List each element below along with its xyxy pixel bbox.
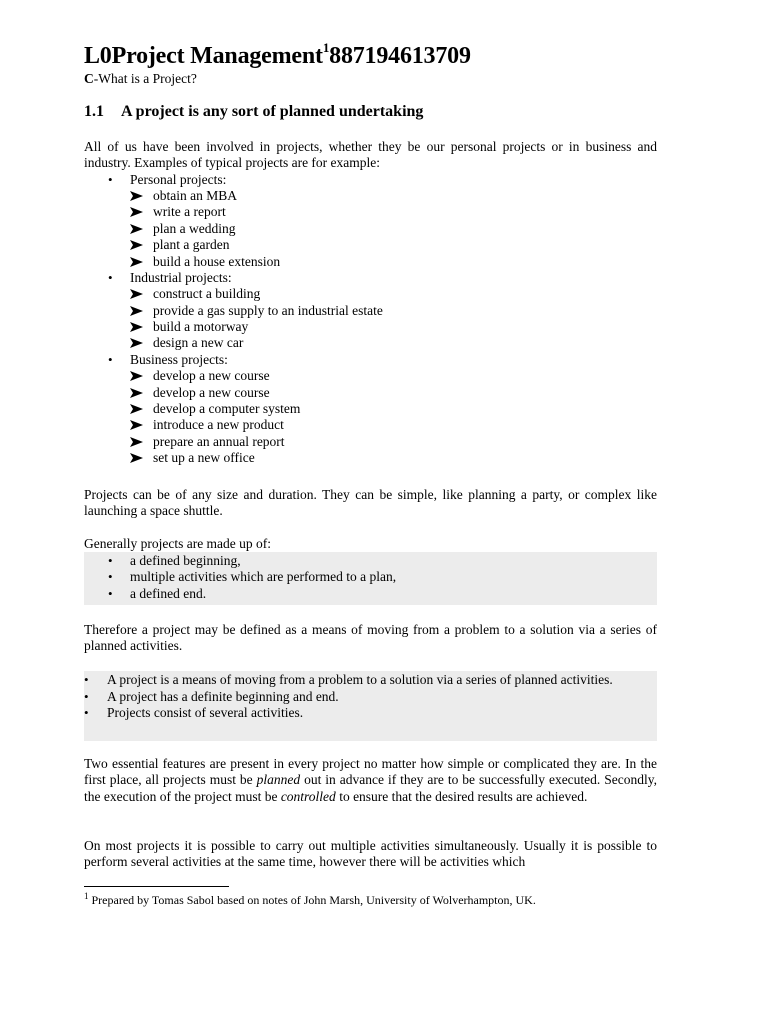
features-controlled: controlled xyxy=(280,788,336,804)
arrow-bullet-icon xyxy=(130,404,143,414)
generally-paragraph: Generally projects are made up of: xyxy=(84,536,272,551)
list-item xyxy=(130,303,657,319)
category-item xyxy=(84,352,657,467)
section-heading xyxy=(84,103,423,121)
footnote-mark: 1 xyxy=(84,891,89,901)
features-planned: planned xyxy=(256,772,301,788)
list-item-text: develop a new course xyxy=(153,368,270,384)
footnote-text: Prepared by Tomas Sabol based on notes of John Marsh, University of Wolverhampton, UK. xyxy=(88,893,536,907)
category-sublist xyxy=(130,286,657,352)
therefore-block xyxy=(84,622,657,655)
made-up-of-box xyxy=(84,552,657,605)
list-item xyxy=(130,286,657,302)
arrow-bullet-icon xyxy=(130,191,143,201)
generally-block xyxy=(84,536,657,552)
list-item-text: set up a new office xyxy=(153,450,255,466)
arrow-bullet-icon xyxy=(130,257,143,267)
category-sublist xyxy=(130,368,657,466)
arrow-bullet-icon xyxy=(130,306,143,316)
section-title: A project is any sort of planned undertaking xyxy=(121,103,424,120)
list-item-text: develop a computer system xyxy=(153,400,301,416)
features-block xyxy=(84,756,657,805)
arrow-bullet-icon xyxy=(130,322,143,332)
multiple-paragraph: On most projects it is possible to carry out multiple activities simultaneously. Usually it is possible to perform several activities at the same time, however there will be activities which xyxy=(84,838,657,870)
features-text-3: to ensure that the desired results are achieved. xyxy=(335,788,588,804)
list-item-text: prepare an annual report xyxy=(153,433,285,449)
list-item xyxy=(130,204,657,220)
list-item-text: plant a garden xyxy=(153,237,230,253)
arrow-bullet-icon xyxy=(130,224,143,234)
category-item xyxy=(84,172,657,270)
features-text-2: out in advance if they are to be successfully executed. Secondly, the execution of the project must be xyxy=(84,772,657,804)
document-title xyxy=(84,42,471,70)
list-item xyxy=(130,188,657,204)
list-item-text: develop a new course xyxy=(153,384,270,400)
arrow-bullet-icon xyxy=(130,453,143,463)
made-up-of-list xyxy=(84,552,657,602)
list-item-text: obtain an MBA xyxy=(153,187,237,203)
arrow-bullet-icon xyxy=(130,371,143,381)
subtitle xyxy=(84,71,197,87)
intro-block xyxy=(84,139,657,467)
subtitle-text: -What is a Project? xyxy=(93,71,197,86)
arrow-bullet-icon xyxy=(130,388,143,398)
arrow-bullet-icon xyxy=(130,207,143,217)
list-item xyxy=(130,254,657,270)
therefore-paragraph: Therefore a project may be defined as a means of moving from a problem to a solution via a series of planned activities. xyxy=(84,622,657,654)
list-item: • a defined end. xyxy=(84,586,657,602)
list-item xyxy=(130,401,657,417)
list-item xyxy=(130,417,657,433)
list-item: • A project has a definite beginning and end. xyxy=(84,689,657,706)
list-item-text: construct a building xyxy=(153,286,261,302)
category-label: Industrial projects: xyxy=(130,269,232,285)
list-item-text: write a report xyxy=(153,204,226,220)
footnote-rule xyxy=(84,886,229,887)
subtitle-letter: C xyxy=(84,71,94,86)
title-text: L0Project Management xyxy=(84,43,323,69)
list-item xyxy=(130,434,657,450)
size-paragraph-block xyxy=(84,487,657,520)
list-item-text: build a house extension xyxy=(153,253,281,269)
arrow-bullet-icon xyxy=(130,338,143,348)
list-item xyxy=(130,221,657,237)
list-item-text: introduce a new product xyxy=(153,417,284,433)
multiple-block xyxy=(84,838,657,871)
category-label: Personal projects: xyxy=(130,171,227,187)
project-category-list xyxy=(84,172,657,467)
list-item xyxy=(130,368,657,384)
list-item-text: plan a wedding xyxy=(153,220,236,236)
list-item: • a defined beginning, xyxy=(84,553,657,569)
list-item-text: design a new car xyxy=(153,335,244,351)
summary-box xyxy=(84,671,657,741)
features-paragraph xyxy=(84,756,657,805)
list-item xyxy=(130,237,657,253)
features-text-1: Two essential features are present in every project no matter how simple or complicated they are. In the first place, all projects must be xyxy=(84,756,657,788)
arrow-bullet-icon xyxy=(130,289,143,299)
list-item: • multiple activities which are performed to a plan, xyxy=(84,569,657,585)
list-item-text: build a motorway xyxy=(153,319,249,335)
category-item xyxy=(84,270,657,352)
arrow-bullet-icon xyxy=(130,437,143,447)
arrow-bullet-icon xyxy=(130,420,143,430)
intro-paragraph: All of us have been involved in projects, whether they be our personal projects or in business and industry. Examples of typical projects are for example: xyxy=(84,139,657,171)
category-sublist xyxy=(130,188,657,270)
list-item xyxy=(130,450,657,466)
category-label: Business projects: xyxy=(130,351,228,367)
section-number: 1.1 xyxy=(84,103,104,120)
list-item xyxy=(130,335,657,351)
list-item-text: provide a gas supply to an industrial estate xyxy=(153,302,383,318)
size-paragraph: Projects can be of any size and duration. They can be simple, like planning a party, or complex like launching a space shuttle. xyxy=(84,487,657,519)
list-item xyxy=(130,385,657,401)
list-item xyxy=(130,319,657,335)
arrow-bullet-icon xyxy=(130,240,143,250)
list-item: • Projects consist of several activities. xyxy=(84,705,657,722)
footnote xyxy=(84,891,536,908)
list-item: • A project is a means of moving from a problem to a solution via a series of planned activities. xyxy=(84,672,657,689)
summary-list xyxy=(84,671,657,722)
title-number: 887194613709 xyxy=(329,43,471,69)
title-footnote-mark: 1 xyxy=(322,40,330,55)
